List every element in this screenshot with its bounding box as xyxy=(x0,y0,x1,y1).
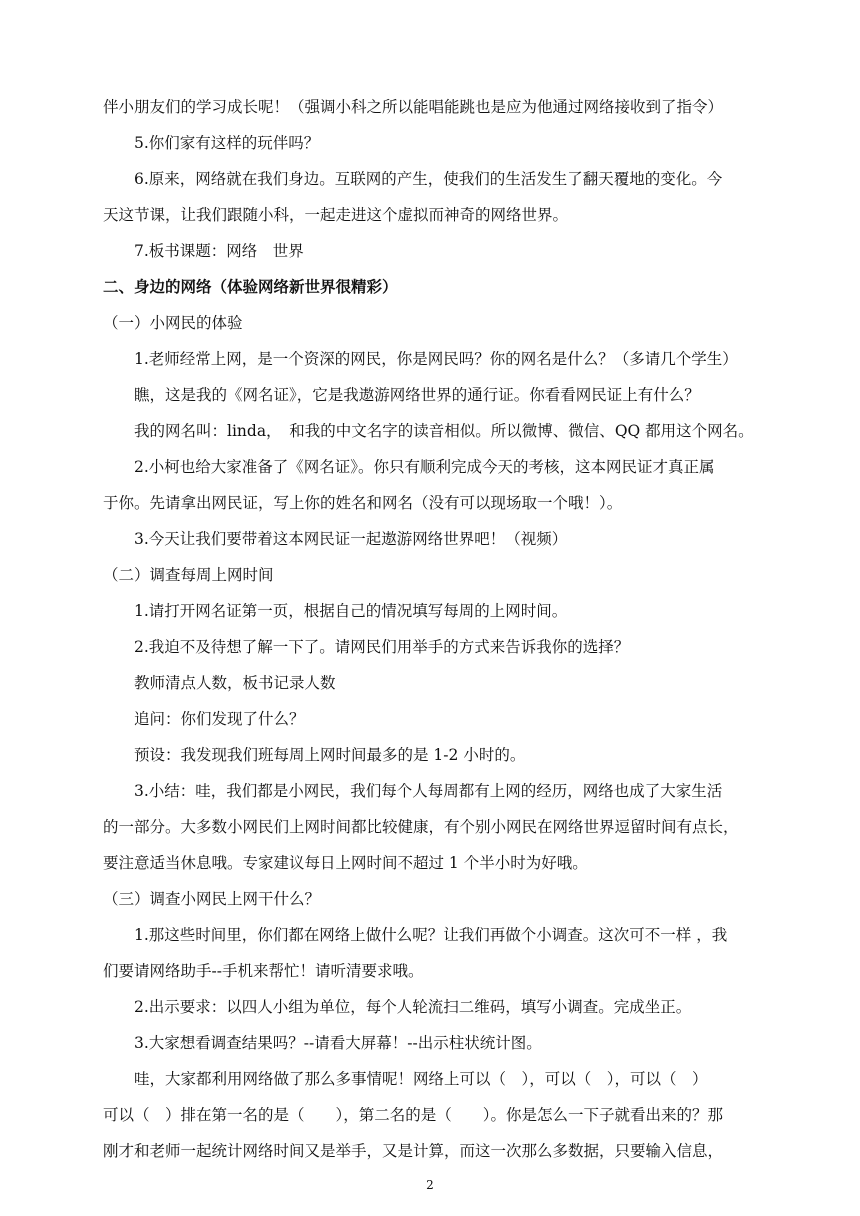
paragraph-line: 6.原来，网络就在我们身边。互联网的产生，使我们的生活发生了翻天覆地的变化。今 xyxy=(134,170,723,188)
paragraph-line: 天这节课，让我们跟随小科，一起走进这个虚拟而神奇的网络世界。 xyxy=(103,206,569,224)
paragraph-line: 们要请网络助手--手机来帮忙！请听清要求哦。 xyxy=(103,962,424,980)
paragraph-line: 2.我迫不及待想了解一下了。请网民们用举手的方式来告诉我你的选择？ xyxy=(134,638,630,656)
paragraph-line: 哇，大家都利用网络做了那么多事情呢！网络上可以（ ），可以（ ），可以（ ） xyxy=(134,1070,708,1088)
paragraph-line: 2.小柯也给大家准备了《网名证》。你只有顺利完成今天的考核，这本网民证才真正属 xyxy=(134,458,715,476)
paragraph-line: 1.请打开网名证第一页，根据自己的情况填写每周的上网时间。 xyxy=(134,602,568,620)
paragraph-line: 1.那这些时间里，你们都在网络上做什么呢？让我们再做个小调查。这次可不一样 ，我 xyxy=(134,926,728,944)
paragraph-line: 5.你们家有这样的玩伴吗？ xyxy=(134,134,320,152)
paragraph-line: 的一部分。大多数小网民们上网时间都比较健康，有个别小网民在网络世界逗留时间有点长， xyxy=(103,818,739,836)
paragraph-line: 可以（ ）排在第一名的是（ ），第二名的是（ ）。你是怎么一下子就看出来的？那 xyxy=(103,1106,724,1124)
subsection-heading: （一）小网民的体验 xyxy=(103,314,243,332)
paragraph-line: 刚才和老师一起统计网络时间又是举手，又是计算，而这一次那么多数据，只要输入信息， xyxy=(103,1142,724,1160)
subsection-heading: （三）调查小网民上网干什么？ xyxy=(103,890,321,908)
paragraph-line: 瞧，这是我的《网名证》，它是我遨游网络世界的通行证。你看看网民证上有什么？ xyxy=(134,386,700,404)
paragraph-line: 2.出示要求：以四人小组为单位，每个人轮流扫二维码，填写小调查。完成坐正。 xyxy=(134,998,692,1016)
subsection-heading: （二）调查每周上网时间 xyxy=(103,566,274,584)
paragraph-line: 预设：我发现我们班每周上网时间最多的是 1-2 小时的。 xyxy=(134,746,526,764)
section-heading: 二、身边的网络（体验网络新世界很精彩） xyxy=(103,277,398,296)
paragraph-line: 于你。先请拿出网民证，写上你的姓名和网名（没有可以现场取一个哦！）。 xyxy=(103,494,623,512)
page-number: 2 xyxy=(426,1178,434,1192)
paragraph-line: 7.板书课题：网络 世界 xyxy=(134,242,304,260)
paragraph-line: 3.今天让我们要带着这本网民证一起遨游网络世界吧！（视频） xyxy=(134,530,568,548)
paragraph-line: 3.小结：哇，我们都是小网民，我们每个人每周都有上网的经历，网络也成了大家生活 xyxy=(134,782,723,800)
paragraph-line: 要注意适当休息哦。专家建议每日上网时间不超过 1 个半小时为好哦。 xyxy=(103,854,588,872)
paragraph-line: 1.老师经常上网，是一个资深的网民，你是网民吗？你的网名是什么？（多请几个学生） xyxy=(134,350,738,368)
paragraph-line: 我的网名叫：linda， 和我的中文名字的读音相似。所以微博、微信、QQ 都用这个网名。 xyxy=(134,422,754,440)
paragraph-line: 3.大家想看调查结果吗？--请看大屏幕！--出示柱状统计图。 xyxy=(134,1034,542,1052)
paragraph-line: 追问：你们发现了什么？ xyxy=(134,710,305,728)
paragraph-line: 伴小朋友们的学习成长呢！（强调小科之所以能唱能跳也是应为他通过网络接收到了指令） xyxy=(103,98,724,116)
paragraph-line: 教师清点人数，板书记录人数 xyxy=(134,674,336,692)
